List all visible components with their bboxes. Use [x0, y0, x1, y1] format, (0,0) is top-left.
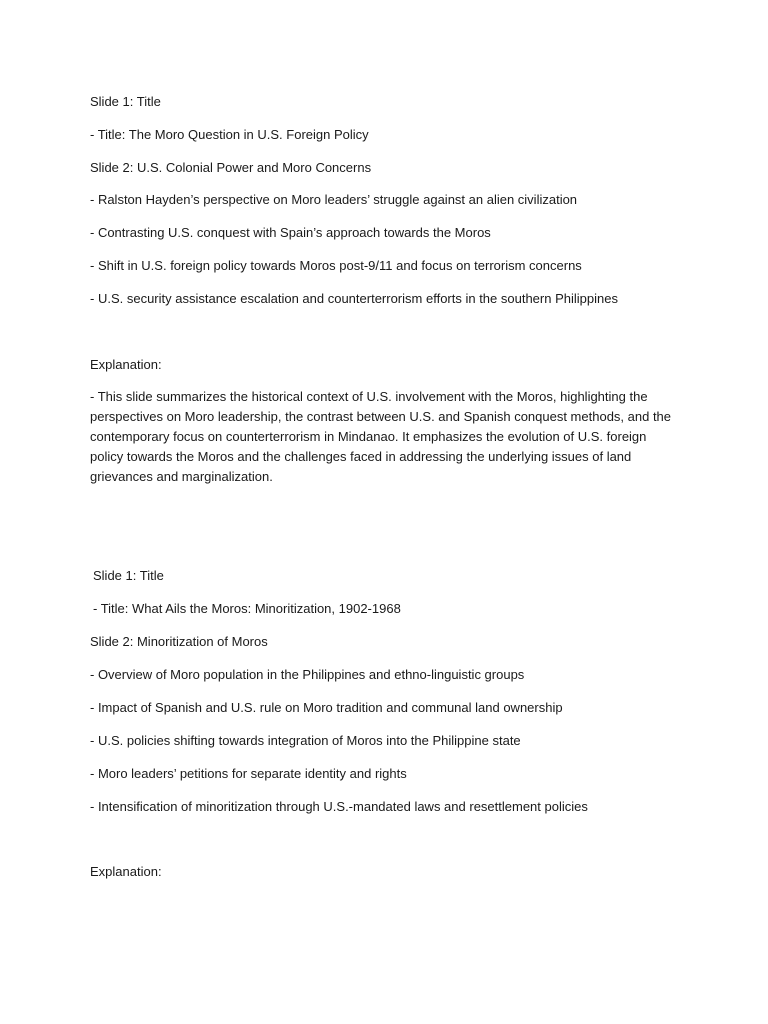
bullet-line: - Shift in U.S. foreign policy towards Moros post-9/11 and focus on terrorism concerns [90, 258, 582, 273]
explanation-paragraph: - This slide summarizes the historical context of U.S. involvement with the Moros, highlighting the perspectives on Moro leadership, the contrast between U.S. and Spanish conquest methods, and the contemporary focus on counterterrorism in Mindanao. It emphasizes the evolution of U.S. foreign policy towards the Moros and the challenges faced in addressing the underlying issues of land grievances and marginalization. [90, 389, 672, 484]
bullet-line: - Impact of Spanish and U.S. rule on Moro tradition and communal land ownership [90, 700, 563, 715]
slide-heading: Slide 1: Title [90, 94, 161, 109]
explanation-heading: Explanation: [90, 357, 162, 372]
bullet-line: - U.S. policies shifting towards integration of Moros into the Philippine state [90, 733, 521, 748]
slide-title-line: - Title: What Ails the Moros: Minoritization, 1902-1968 [93, 601, 401, 616]
slide-title-line: - Title: The Moro Question in U.S. Foreign Policy [90, 127, 369, 142]
slide-heading: Slide 2: Minoritization of Moros [90, 634, 268, 649]
bullet-line: - U.S. security assistance escalation and counterterrorism efforts in the southern Philippines [90, 291, 618, 306]
bullet-line: - Ralston Hayden’s perspective on Moro leaders’ struggle against an alien civilization [90, 192, 578, 207]
slide-heading: Slide 1: Title [93, 568, 164, 583]
bullet-line: - Moro leaders’ petitions for separate identity and rights [90, 766, 407, 781]
bullet-line: - Overview of Moro population in the Philippines and ethno-linguistic groups [90, 667, 525, 682]
bullet-line: - Intensification of minoritization through U.S.-mandated laws and resettlement policies [90, 799, 588, 814]
slide-heading: Slide 2: U.S. Colonial Power and Moro Concerns [90, 160, 372, 175]
explanation-heading: Explanation: [90, 864, 162, 879]
bullet-line: - Contrasting U.S. conquest with Spain’s approach towards the Moros [90, 225, 491, 240]
